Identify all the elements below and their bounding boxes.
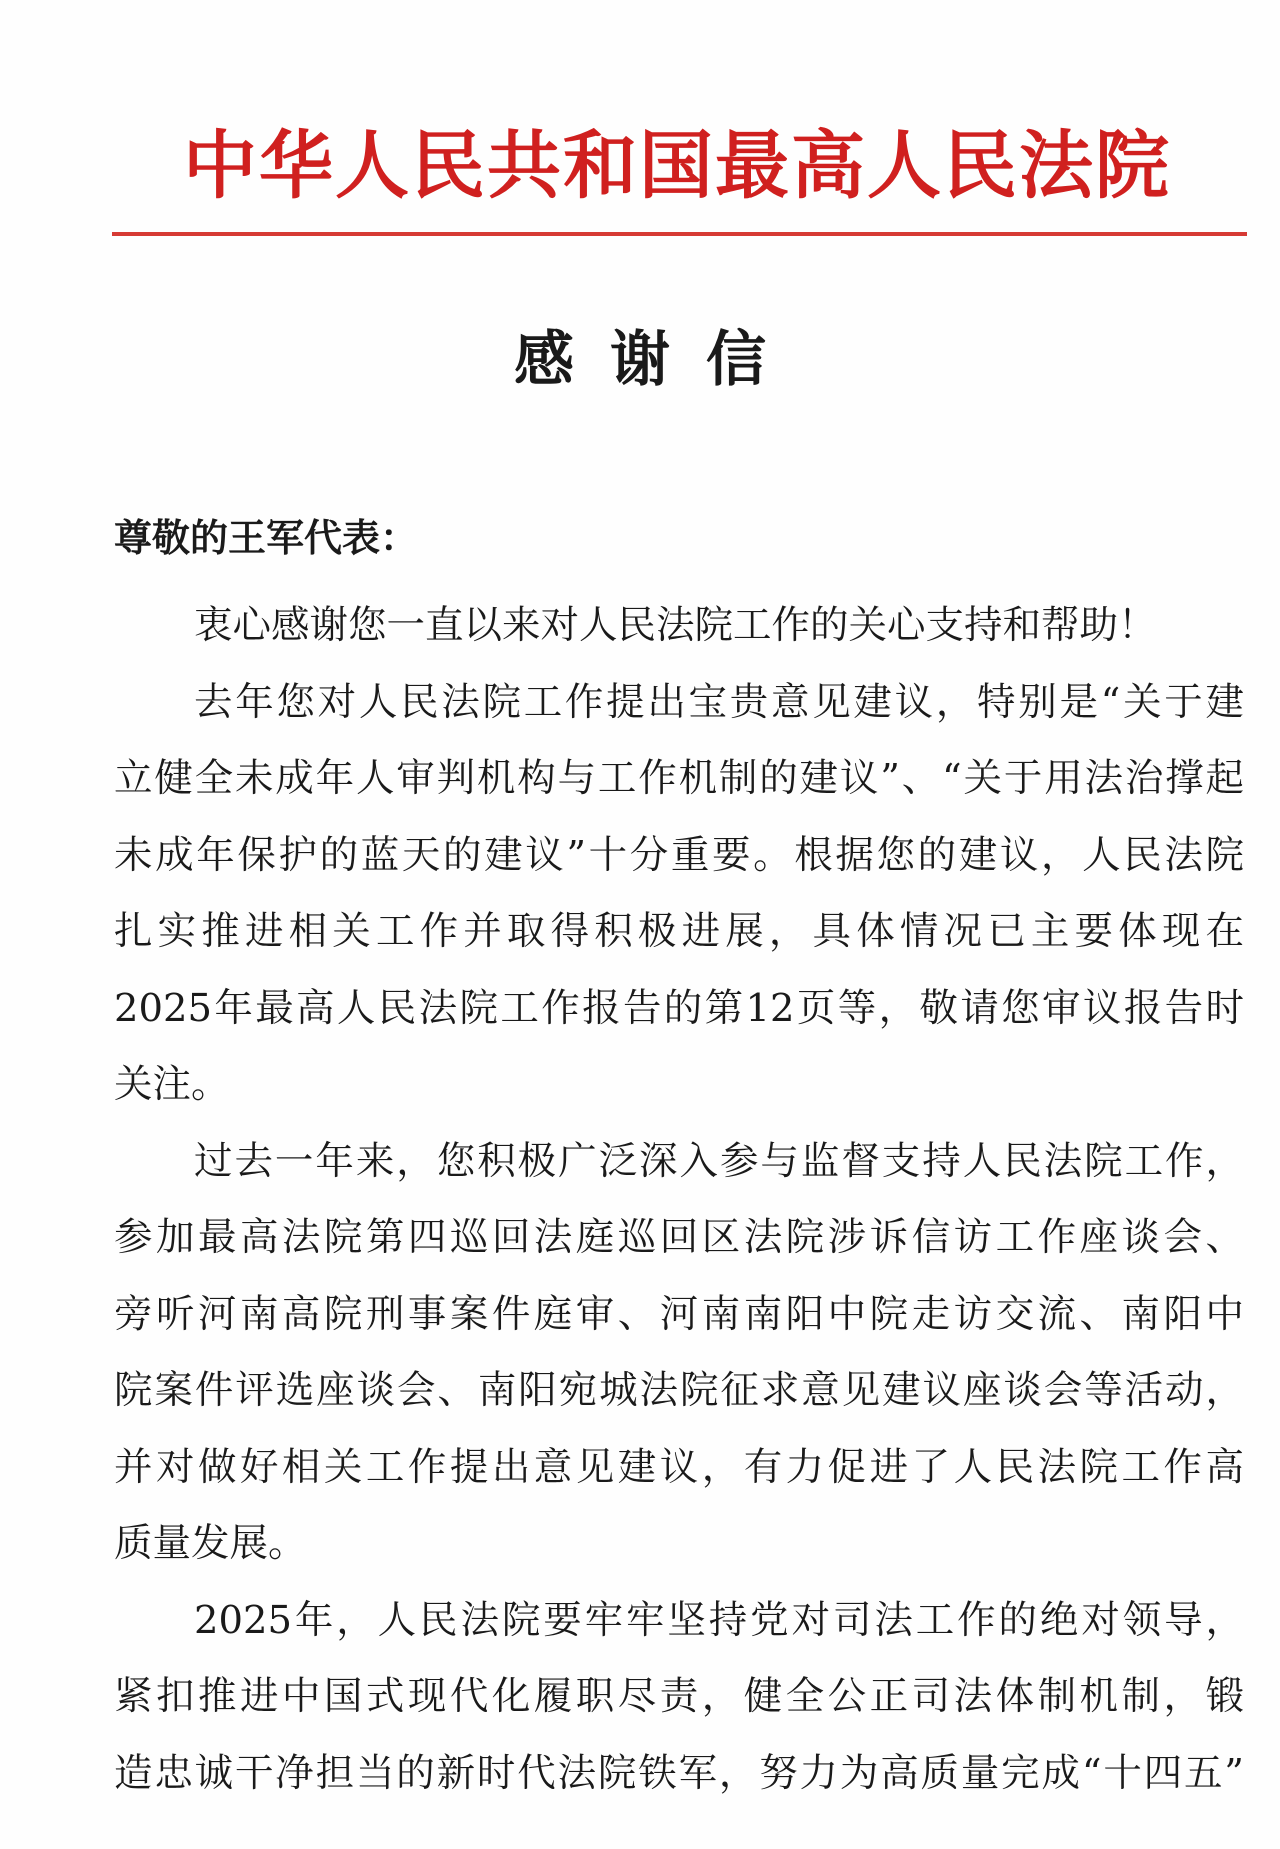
paragraph-line: 去年您对人民法院工作提出宝贵意见建议，特别是“关于建 bbox=[194, 679, 1244, 725]
paragraph-line: 质量发展。 bbox=[114, 1521, 307, 1566]
letter-salutation: 尊敬的王军代表： bbox=[114, 516, 419, 560]
paragraph-line: 参加最高法院第四巡回法庭巡回区法院涉诉信访工作座谈会、 bbox=[114, 1215, 1244, 1260]
paragraph-4 bbox=[114, 1583, 1244, 1813]
paragraph-line: 立健全未成年人审判机构与工作机制的建议”、“关于用法治撑起 bbox=[114, 756, 1244, 801]
paragraph-3 bbox=[114, 1124, 1244, 1583]
paragraph-line: 造忠诚干净担当的新时代法院铁军，努力为高质量完成“十四五” bbox=[114, 1750, 1244, 1796]
paragraph-line: 未成年保护的蓝天的建议”十分重要。根据您的建议，人民法院 bbox=[114, 832, 1244, 878]
paragraph-line: 扎实推进相关工作并取得积极进展，具体情况已主要体现在 bbox=[114, 909, 1244, 954]
paragraph-line: 衷心感谢您一直以来对人民法院工作的关心支持和帮助！ bbox=[194, 603, 1157, 648]
letter-body bbox=[114, 588, 1244, 1812]
paragraph-line: 并对做好相关工作提出意见建议，有力促进了人民法院工作高 bbox=[114, 1444, 1244, 1490]
paragraph-line: 紧扣推进中国式现代化履职尽责，健全公正司法体制机制，锻 bbox=[114, 1674, 1244, 1719]
paragraph-line: 过去一年来，您积极广泛深入参与监督支持人民法院工作， bbox=[194, 1138, 1244, 1184]
paragraph-line: 2025年最高人民法院工作报告的第12页等，敬请您审议报告时 bbox=[114, 985, 1244, 1031]
paragraph-line: 院案件评选座谈会、南阳宛城法院征求意见建议座谈会等活动， bbox=[114, 1368, 1244, 1413]
paragraph-1 bbox=[114, 588, 1244, 665]
letter-title: 感谢信 bbox=[514, 325, 802, 395]
paragraph-line: 关注。 bbox=[114, 1062, 230, 1107]
paragraph-2 bbox=[114, 665, 1244, 1124]
paragraph-line: 旁听河南高院刑事案件庭审、河南南阳中院走访交流、南阳中 bbox=[114, 1291, 1244, 1337]
paragraph-line: 2025年，人民法院要牢牢坚持党对司法工作的绝对领导， bbox=[194, 1597, 1244, 1643]
letterhead-title: 中华人民共和国最高人民法院 bbox=[183, 123, 1171, 209]
letterhead-divider bbox=[112, 232, 1247, 236]
